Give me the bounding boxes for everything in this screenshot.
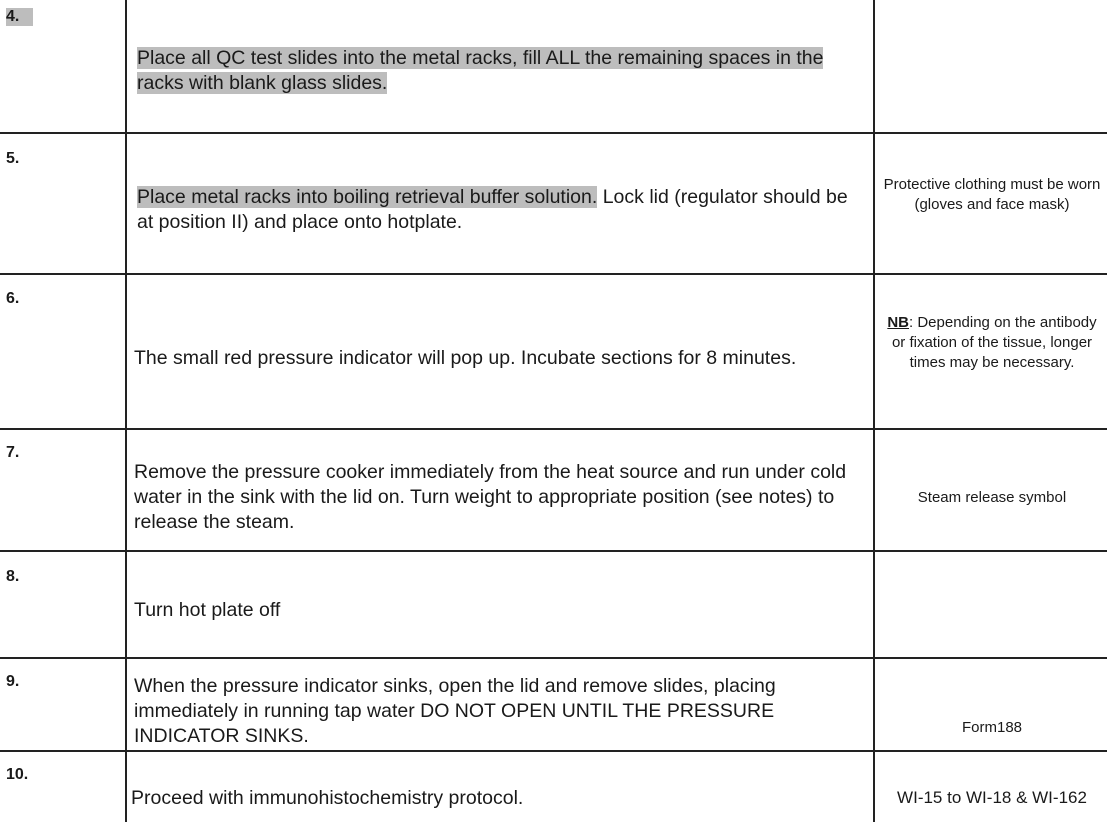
step-note: WI-15 to WI-18 & WI-162 <box>897 788 1087 807</box>
note-text: : Depending on the antibody or fixation of the tissue, longer times may be necessary. <box>891 314 1097 371</box>
step-text-rest: Lock lid (regulator should be at position II) and place onto hotplate. <box>137 186 848 233</box>
column-divider-2 <box>873 0 875 822</box>
step-note: Steam release symbol <box>917 489 1067 506</box>
row-divider <box>0 273 1107 275</box>
note-label: NB <box>887 314 909 331</box>
step-number: 6. <box>6 290 20 307</box>
step-number: 9. <box>6 673 20 690</box>
row-divider <box>0 657 1107 659</box>
step-number: 8. <box>6 568 20 585</box>
step-note: Form188 <box>961 719 1023 736</box>
step-text: Proceed with immunohistochemistry protocol. <box>131 787 524 809</box>
step-text <box>137 185 867 235</box>
step-text: Remove the pressure cooker immediately from the heat source and run under cold water in the sink with the lid on. Turn weight to appropriate position (see notes) to release the steam. <box>134 461 847 533</box>
step-number: 5. <box>6 150 20 167</box>
step-note <box>880 313 1104 373</box>
step-text: Turn hot plate off <box>134 599 281 621</box>
step-note: Protective clothing must be worn (gloves and face mask) <box>883 176 1101 213</box>
step-number: 7. <box>6 444 20 461</box>
highlighted-text: Place all QC test slides into the metal racks, fill ALL the remaining spaces in the racks with blank glass slides. <box>137 47 824 94</box>
row-divider <box>0 550 1107 552</box>
step-text: The small red pressure indicator will pop up. Incubate sections for 8 minutes. <box>134 347 797 369</box>
step-number: 4. <box>6 8 33 26</box>
step-text: When the pressure indicator sinks, open the lid and remove slides, placing immediately in running tap water DO NOT OPEN UNTIL THE PRESSURE INDICATOR SINKS. <box>134 675 776 747</box>
step-number: 10. <box>6 766 29 783</box>
column-divider-1 <box>125 0 127 822</box>
row-divider <box>0 428 1107 430</box>
highlighted-text: Place metal racks into boiling retrieval buffer solution. <box>137 186 598 208</box>
row-divider <box>0 750 1107 752</box>
row-divider <box>0 132 1107 134</box>
step-text <box>137 46 867 96</box>
